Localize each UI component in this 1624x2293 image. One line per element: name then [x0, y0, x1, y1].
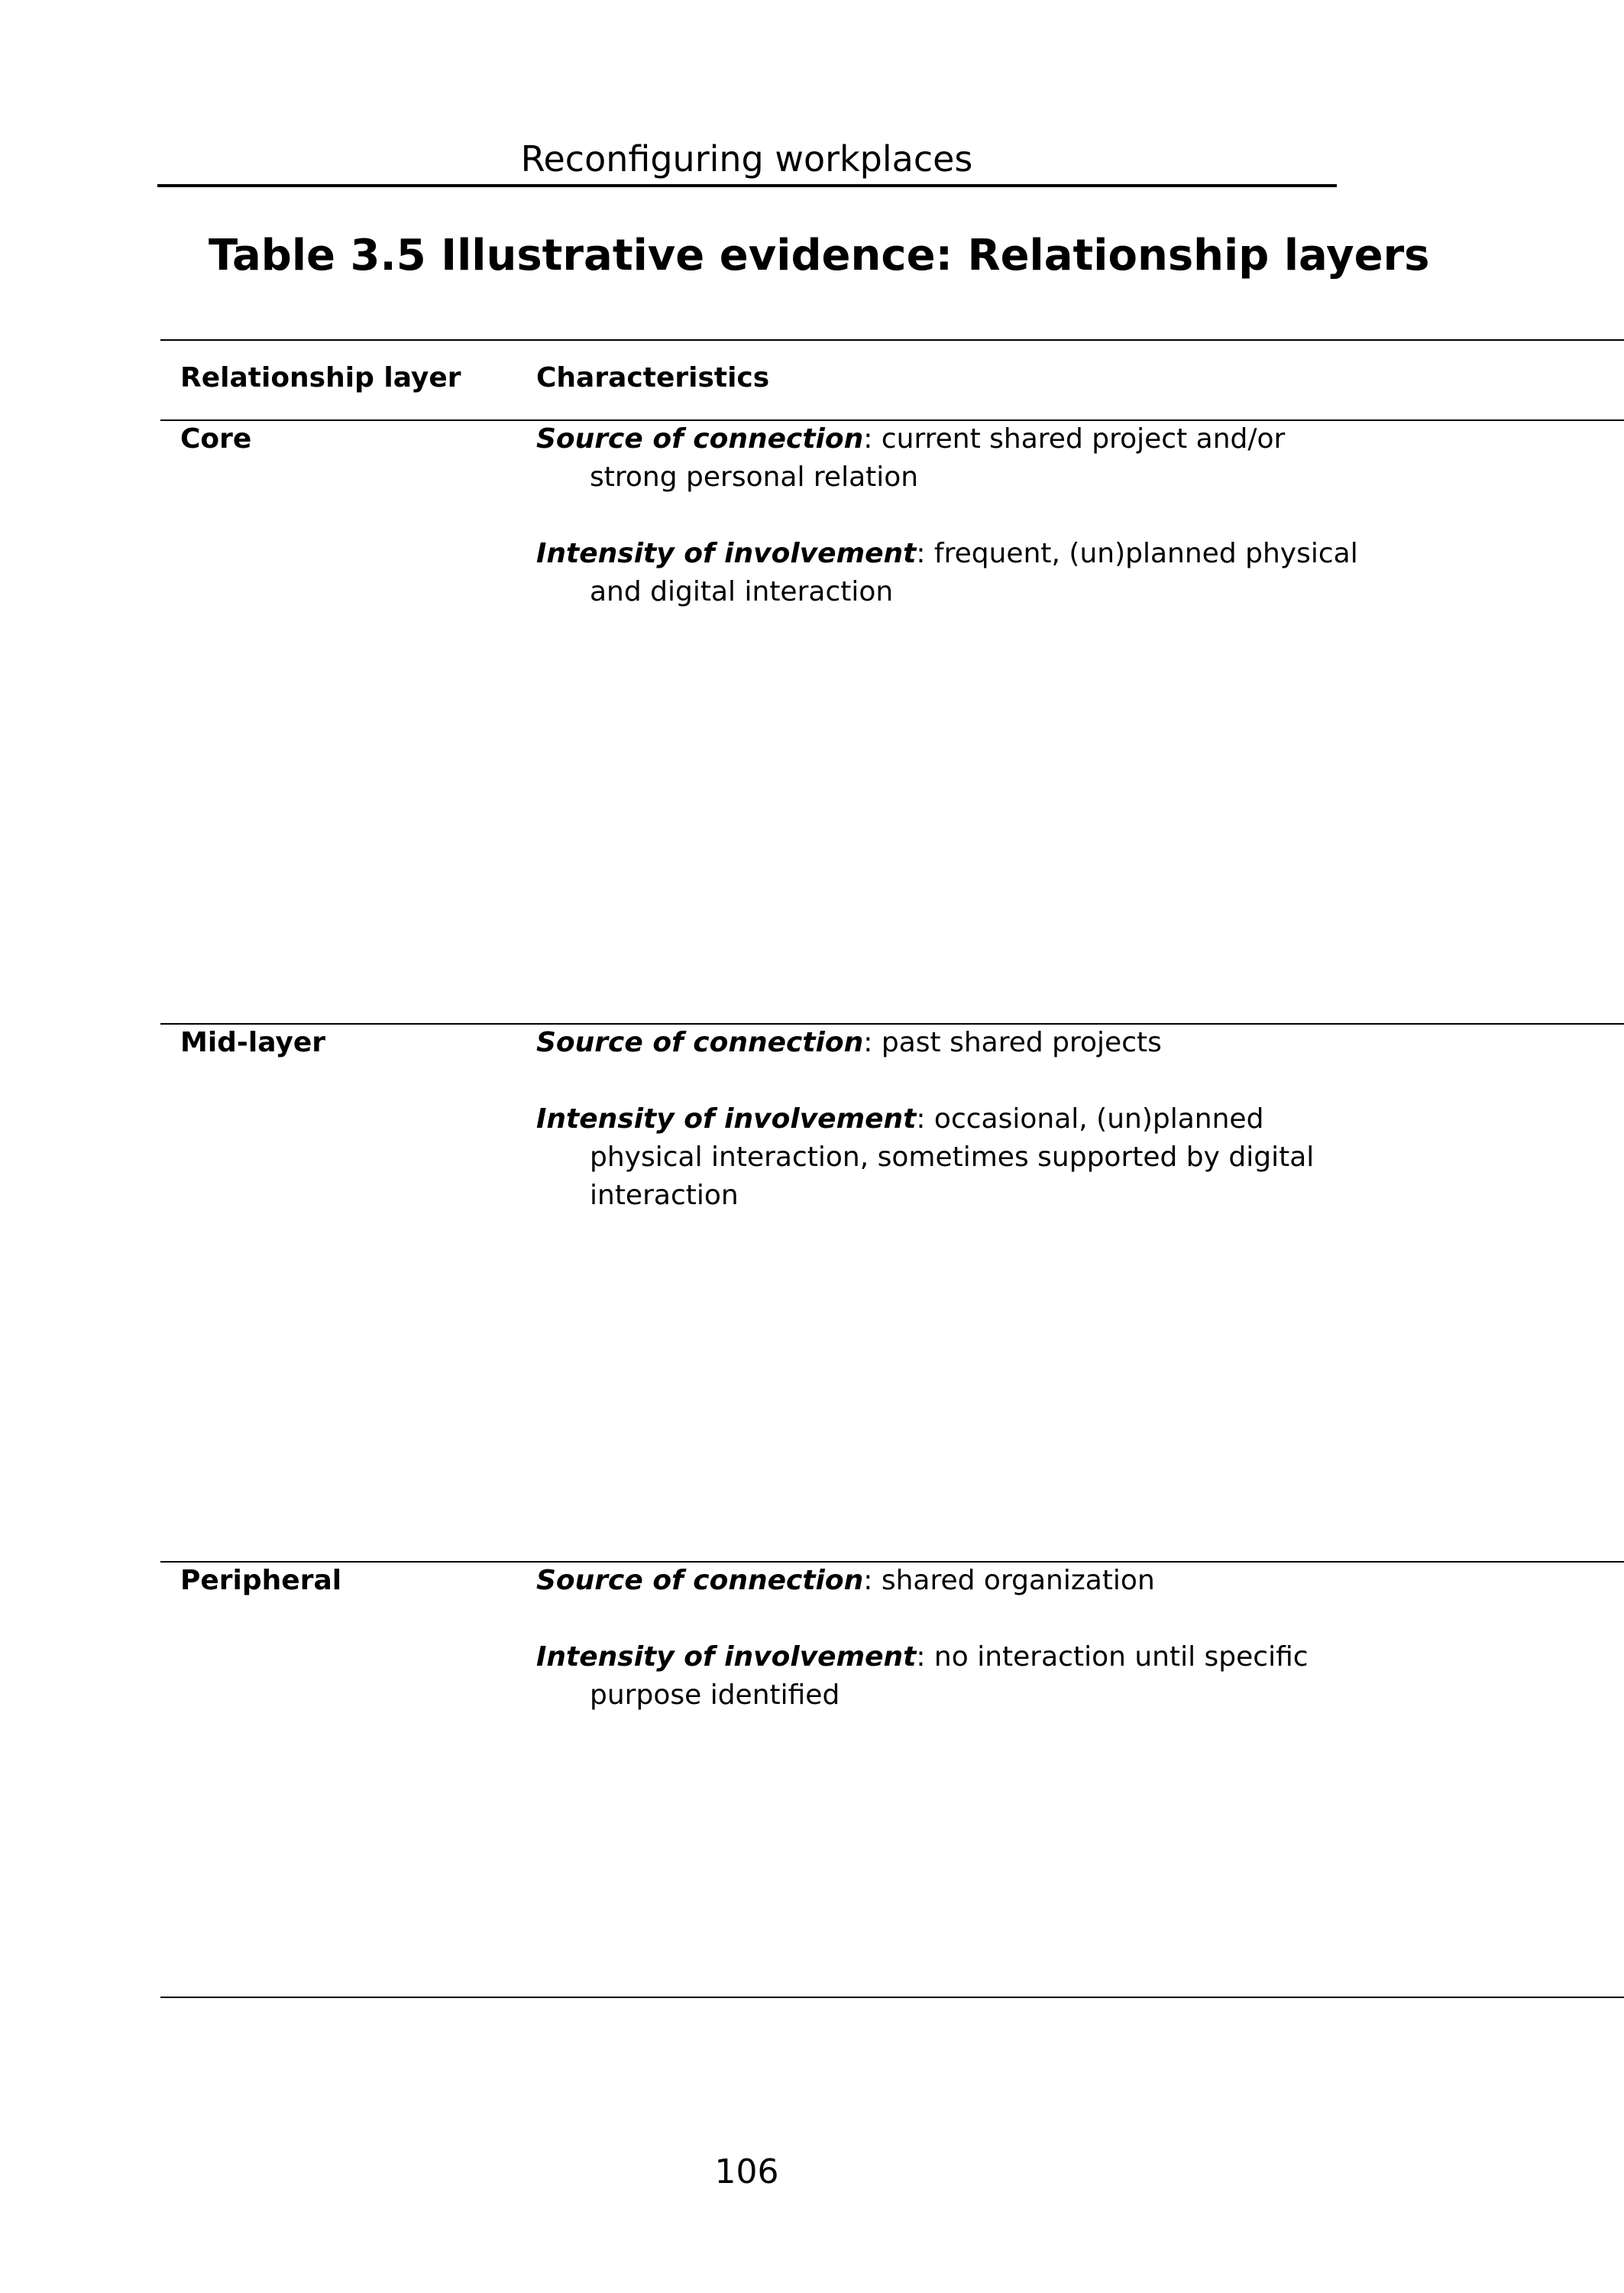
term-label: Source of connection	[536, 1027, 864, 1058]
page-number: 106	[714, 2152, 779, 2191]
description: past shared projects	[872, 1027, 1162, 1058]
column-header-characteristics: Characteristics	[536, 362, 770, 394]
description: shared organization	[872, 1565, 1155, 1596]
term-label: Source of connection	[536, 1565, 864, 1596]
characteristics-core	[536, 420, 1361, 611]
intensity-of-involvement	[536, 535, 1361, 611]
separator: :	[863, 1027, 873, 1058]
layer-name-peripheral: Peripheral	[180, 1565, 342, 1596]
characteristics-peripheral	[536, 1562, 1361, 1715]
table-bottom-rule	[160, 1997, 1624, 1998]
layer-name-core: Core	[180, 423, 252, 455]
term-label: Intensity of involvement	[536, 1103, 917, 1135]
term-label: Intensity of involvement	[536, 1641, 917, 1673]
source-of-connection	[536, 1024, 1361, 1062]
term-label: Source of connection	[536, 423, 864, 455]
intensity-of-involvement	[536, 1638, 1361, 1715]
intensity-of-involvement	[536, 1100, 1361, 1215]
separator: :	[916, 538, 926, 569]
description: no interaction until specific purpose identified	[590, 1641, 1309, 1711]
separator: :	[916, 1641, 926, 1673]
table-top-rule	[160, 339, 1624, 341]
separator: :	[863, 1565, 873, 1596]
running-header: Reconfiguring workplaces	[520, 138, 973, 180]
separator: :	[863, 423, 873, 455]
separator: :	[916, 1103, 926, 1135]
table-title: Table 3.5 Illustrative evidence: Relationship layers	[209, 231, 1430, 280]
description: occasional, (un)planned physical interaction, sometimes supported by digital interaction	[590, 1103, 1315, 1211]
description: current shared project and/or strong personal relation	[590, 423, 1286, 493]
source-of-connection	[536, 420, 1361, 497]
term-label: Intensity of involvement	[536, 538, 917, 569]
characteristics-mid-layer	[536, 1024, 1361, 1215]
description: frequent, (un)planned physical and digital interaction	[590, 538, 1358, 607]
column-header-layer: Relationship layer	[180, 362, 461, 394]
layer-name-mid-layer: Mid-layer	[180, 1027, 326, 1058]
source-of-connection	[536, 1562, 1361, 1600]
header-rule	[157, 184, 1337, 187]
